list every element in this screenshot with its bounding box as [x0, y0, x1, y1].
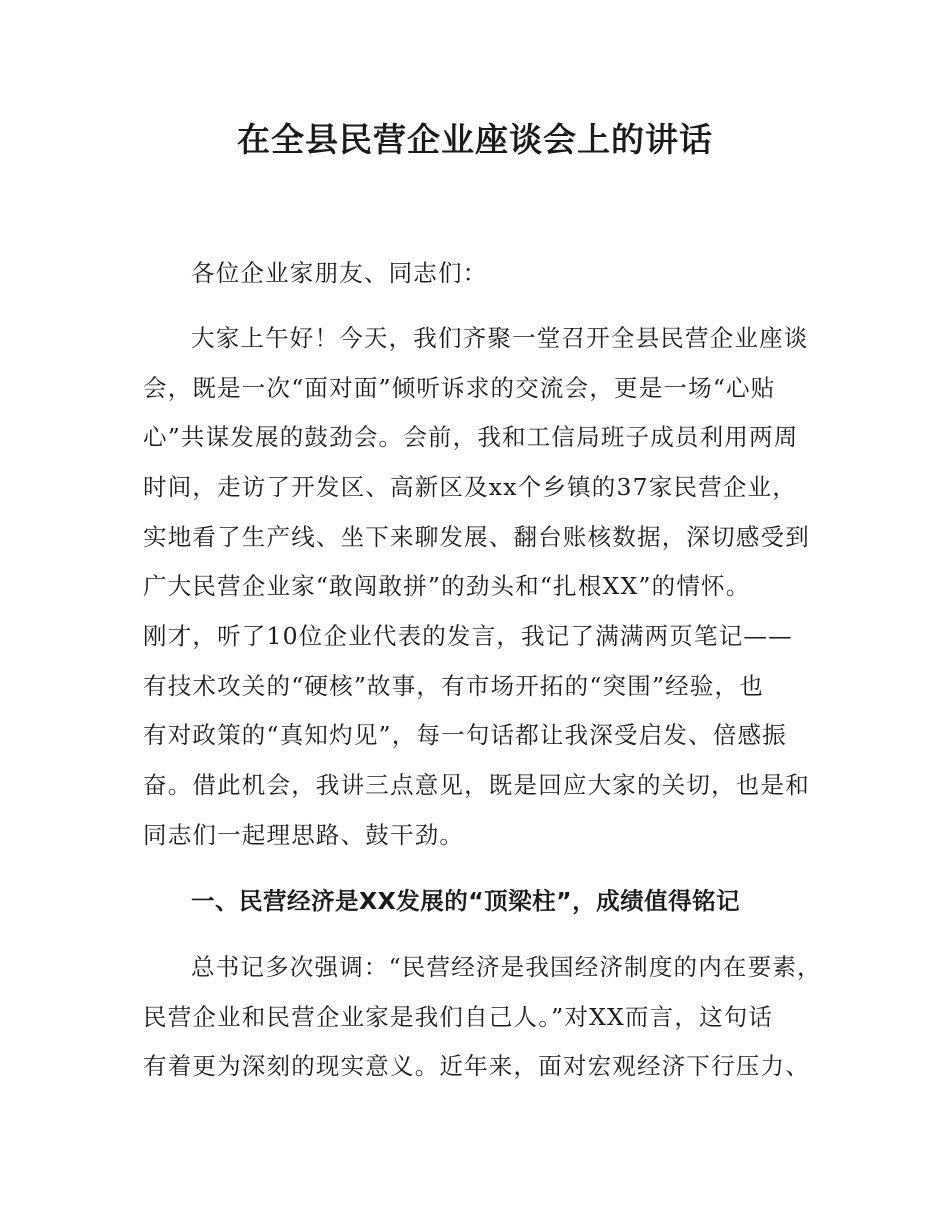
paragraph-line: 大家上午好！今天，我们齐聚一堂召开全县民营企业座谈 — [191, 324, 809, 352]
paragraph-line: 心”共谋发展的鼓劲会。会前，我和工信局班子成员利用两周 — [143, 423, 799, 451]
paragraph-line: 时间，走访了开发区、高新区及xx个乡镇的37家民营企业， — [143, 473, 798, 501]
paragraph-line: 有技术攻关的“硬核”故事，有市场开拓的“突围”经验，也 — [143, 672, 764, 700]
paragraph-line: 民营企业和民营企业家是我们自己人。”对XX而言，这句话 — [143, 1003, 774, 1031]
salutation: 各位企业家朋友、同志们： — [191, 259, 488, 287]
paragraph-line: 有对政策的“真知灼见”，每一句话都让我深受启发、倍感振 — [143, 721, 787, 749]
paragraph-line: 实地看了生产线、坐下来聊发展、翻台账核数据，深切感受到 — [143, 523, 810, 551]
paragraph-line: 同志们一起理思路、鼓干劲。 — [143, 821, 465, 849]
paragraph-line: 刚才，听了10位企业代表的发言，我记了满满两页笔记—— — [143, 622, 793, 650]
paragraph-line: 广大民营企业家“敢闯敢拼”的劲头和“扎根XX”的情怀。 — [143, 572, 751, 600]
document-title: 在全县民营企业座谈会上的讲话 — [237, 120, 713, 159]
paragraph-line: 奋。借此机会，我讲三点意见，既是回应大家的关切，也是和 — [143, 771, 810, 799]
paragraph-line: 总书记多次强调：“民营经济是我国经济制度的内在要素， — [191, 953, 822, 981]
paragraph-line: 有着更为深刻的现实意义。近年来，面对宏观经济下行压力、 — [143, 1052, 810, 1080]
paragraph-line: 会，既是一次“面对面”倾听诉求的交流会，更是一场“心贴 — [143, 374, 776, 402]
section-heading: 一、民营经济是XX发展的“顶梁柱”，成绩值得铭记 — [191, 887, 741, 915]
